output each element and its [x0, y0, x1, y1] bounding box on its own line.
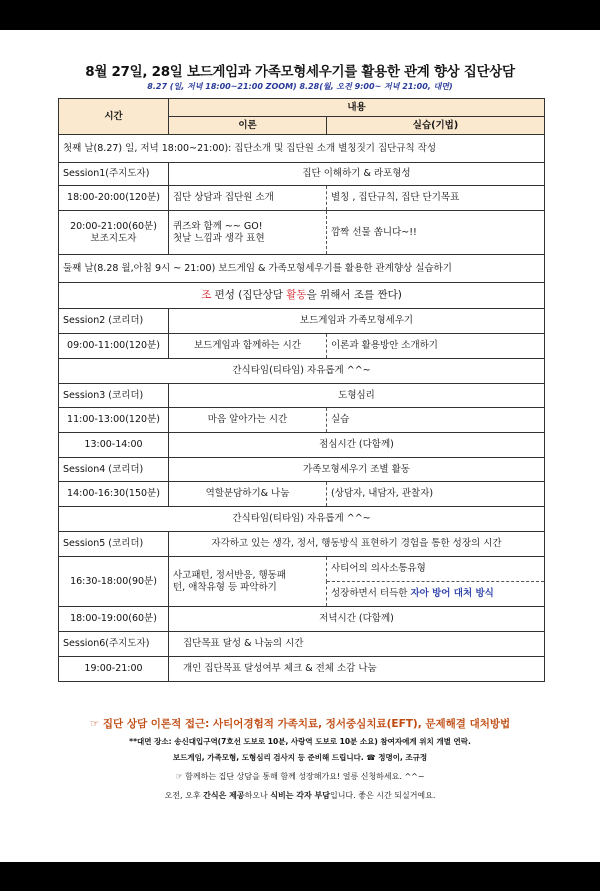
session3-label: Session3 (코리더)	[59, 384, 169, 408]
header-practice: 실습(기법)	[327, 117, 545, 135]
session3-theory: 마음 알아가는 시간	[169, 408, 327, 433]
session4-time: 14:00-16:30(150분)	[59, 482, 169, 507]
pointing-hand-icon: ☞	[175, 772, 183, 781]
invite-line	[0, 771, 600, 782]
session6-label: Session6(주지도자)	[59, 632, 169, 657]
session4-label: Session4 (코리더)	[59, 458, 169, 482]
group-formation-part2: 편성 (집단상담	[211, 288, 287, 301]
session4-content: 가족모형세우기 조별 활동	[169, 458, 545, 482]
session5-theory-line1: 사고패턴, 정서반응, 행동패	[173, 569, 287, 581]
session3-content: 도형심리	[169, 384, 545, 408]
schedule-table	[58, 98, 545, 682]
group-formation	[59, 283, 545, 309]
session2-practice: 이론과 활용방안 소개하기	[327, 334, 545, 359]
day1-row1-practice: 별칭 , 집단규칙, 집단 단기목표	[327, 186, 545, 211]
session1-content: 집단 이해하기 & 라포형성	[169, 163, 545, 186]
day1-row2-theory-line1: 퀴즈와 함께 ~~ GO!	[173, 220, 263, 232]
invite-text: 함께하는 집단 상담을 통해 함께 성장해가요! 얼릉 신청하세요. ^^~	[185, 772, 425, 781]
day1-row2-time	[59, 211, 169, 255]
page-subtitle: 8.27 (일, 저녁 18:00~21:00 ZOOM) 8.28(월, 오전 9:00~ 저녁 21:00, 대면)	[147, 82, 453, 91]
group-formation-part1: 조	[201, 288, 212, 301]
session1-label: Session1(주지도자)	[59, 163, 169, 186]
dinner-time: 18:00-19:00(60분)	[59, 607, 169, 632]
session5-content: 자각하고 있는 생각, 정서, 행동방식 표현하기 경험을 통한 성장의 시간	[169, 532, 545, 557]
session2-theory: 보드게임과 함께하는 시간	[169, 334, 327, 359]
pointing-hand-icon: ☞	[89, 718, 100, 730]
session5-time: 16:30-18:00(90분)	[59, 557, 169, 607]
session2-content: 보드게임과 가족모형세우기	[169, 309, 545, 334]
day1-row2-practice: 깜짝 선물 쏩니다~!!	[327, 211, 545, 255]
note-part5: 입니다. 좋은 시간 되실거예요.	[329, 791, 436, 800]
day2-banner: 둘째 날(8.28 월,아침 9시 ~ 21:00) 보드게임 & 가족모형세우기를 활용한 관계향상 실습하기	[59, 255, 545, 283]
session4-practice: (상담자, 내담자, 관찰자)	[327, 482, 545, 507]
session6-detail: 개인 집단목표 달성여부 체크 & 전체 소감 나눔	[169, 657, 545, 682]
note-part3: 하오나	[244, 791, 271, 800]
session5-practice-2b: 자아 방어 대처 방식	[410, 588, 494, 600]
session5-practice-2	[327, 582, 545, 607]
session5-theory	[169, 557, 327, 607]
note-line	[0, 790, 600, 801]
session6-time: 19:00-21:00	[59, 657, 169, 682]
snack-time-2: 간식타임(티타임) 자유롭게 ^^~	[59, 507, 545, 532]
day1-row2-time-text: 20:00-21:00(60분)	[70, 220, 157, 232]
session2-label: Session2 (코리더)	[59, 309, 169, 334]
day1-banner: 첫째 날(8.27) 일, 저녁 18:00~21:00): 집단소개 및 집단원 소개 별칭짓기 집단규칙 작성	[59, 135, 545, 163]
note-part2: 간식은 제공	[203, 791, 245, 800]
materials-line: 보드게임, 가족모형, 도형심리 검사지 등 준비해 드립니다. ☎ 정명이, 조규정	[172, 753, 428, 762]
session3-time: 11:00-13:00(120분)	[59, 408, 169, 433]
page-title: 8월 27일, 28일 보드게임과 가족모형세우기를 활용한 관계 향상 집단상담	[85, 64, 515, 80]
header-theory: 이론	[169, 117, 327, 135]
session5-label: Session5 (코리더)	[59, 532, 169, 557]
day1-row2-theory-line2: 첫날 느낌과 생각 표현	[173, 232, 265, 244]
day1-row2-theory	[169, 211, 327, 255]
dinner-content: 저녁시간 (다함께)	[169, 607, 545, 632]
note-part1: 오전, 오후	[164, 791, 204, 800]
session5-practice-1: 사티어의 의사소통유형	[327, 557, 545, 582]
session5-theory-line2: 턴, 애착유형 등 파악하기	[173, 581, 277, 593]
day1-row1-theory: 집단 상담과 집단원 소개	[169, 186, 327, 211]
header-time: 시간	[59, 99, 169, 135]
day1-row1-time: 18:00-20:00(120분)	[59, 186, 169, 211]
session5-practice-2a: 성장하면서 터득한	[331, 588, 411, 600]
snack-time-1: 간식타임(티타임) 자유롭게 ^^~	[59, 359, 545, 384]
session4-theory: 역할분담하기& 나눔	[169, 482, 327, 507]
header-content: 내용	[169, 99, 545, 117]
note-part4: 식비는 각자 부담	[270, 791, 330, 800]
approach-line	[0, 716, 600, 731]
approach-text: 집단 상담 이론적 접근: 사티어경험적 가족치료, 정서중심치료(EFT), 문제해결 대처방법	[102, 718, 511, 730]
group-formation-part3: 활동	[286, 288, 307, 301]
lunch-time: 13:00-14:00	[59, 433, 169, 458]
group-formation-part4: 을 위해서 조를 짠다)	[306, 288, 402, 301]
day1-row2-role: 보조지도자	[90, 232, 137, 244]
lunch-content: 점심시간 (다함께)	[169, 433, 545, 458]
session3-practice: 실습	[327, 408, 545, 433]
location-line: **대면 장소: 송신대입구역(7호선 도보로 10분, 사랑역 도보로 10분 소요) 참여자에게 위치 개별 연락.	[129, 737, 471, 746]
session2-time: 09:00-11:00(120분)	[59, 334, 169, 359]
session6-content: 집단목표 달성 & 나눔의 시간	[169, 632, 545, 657]
